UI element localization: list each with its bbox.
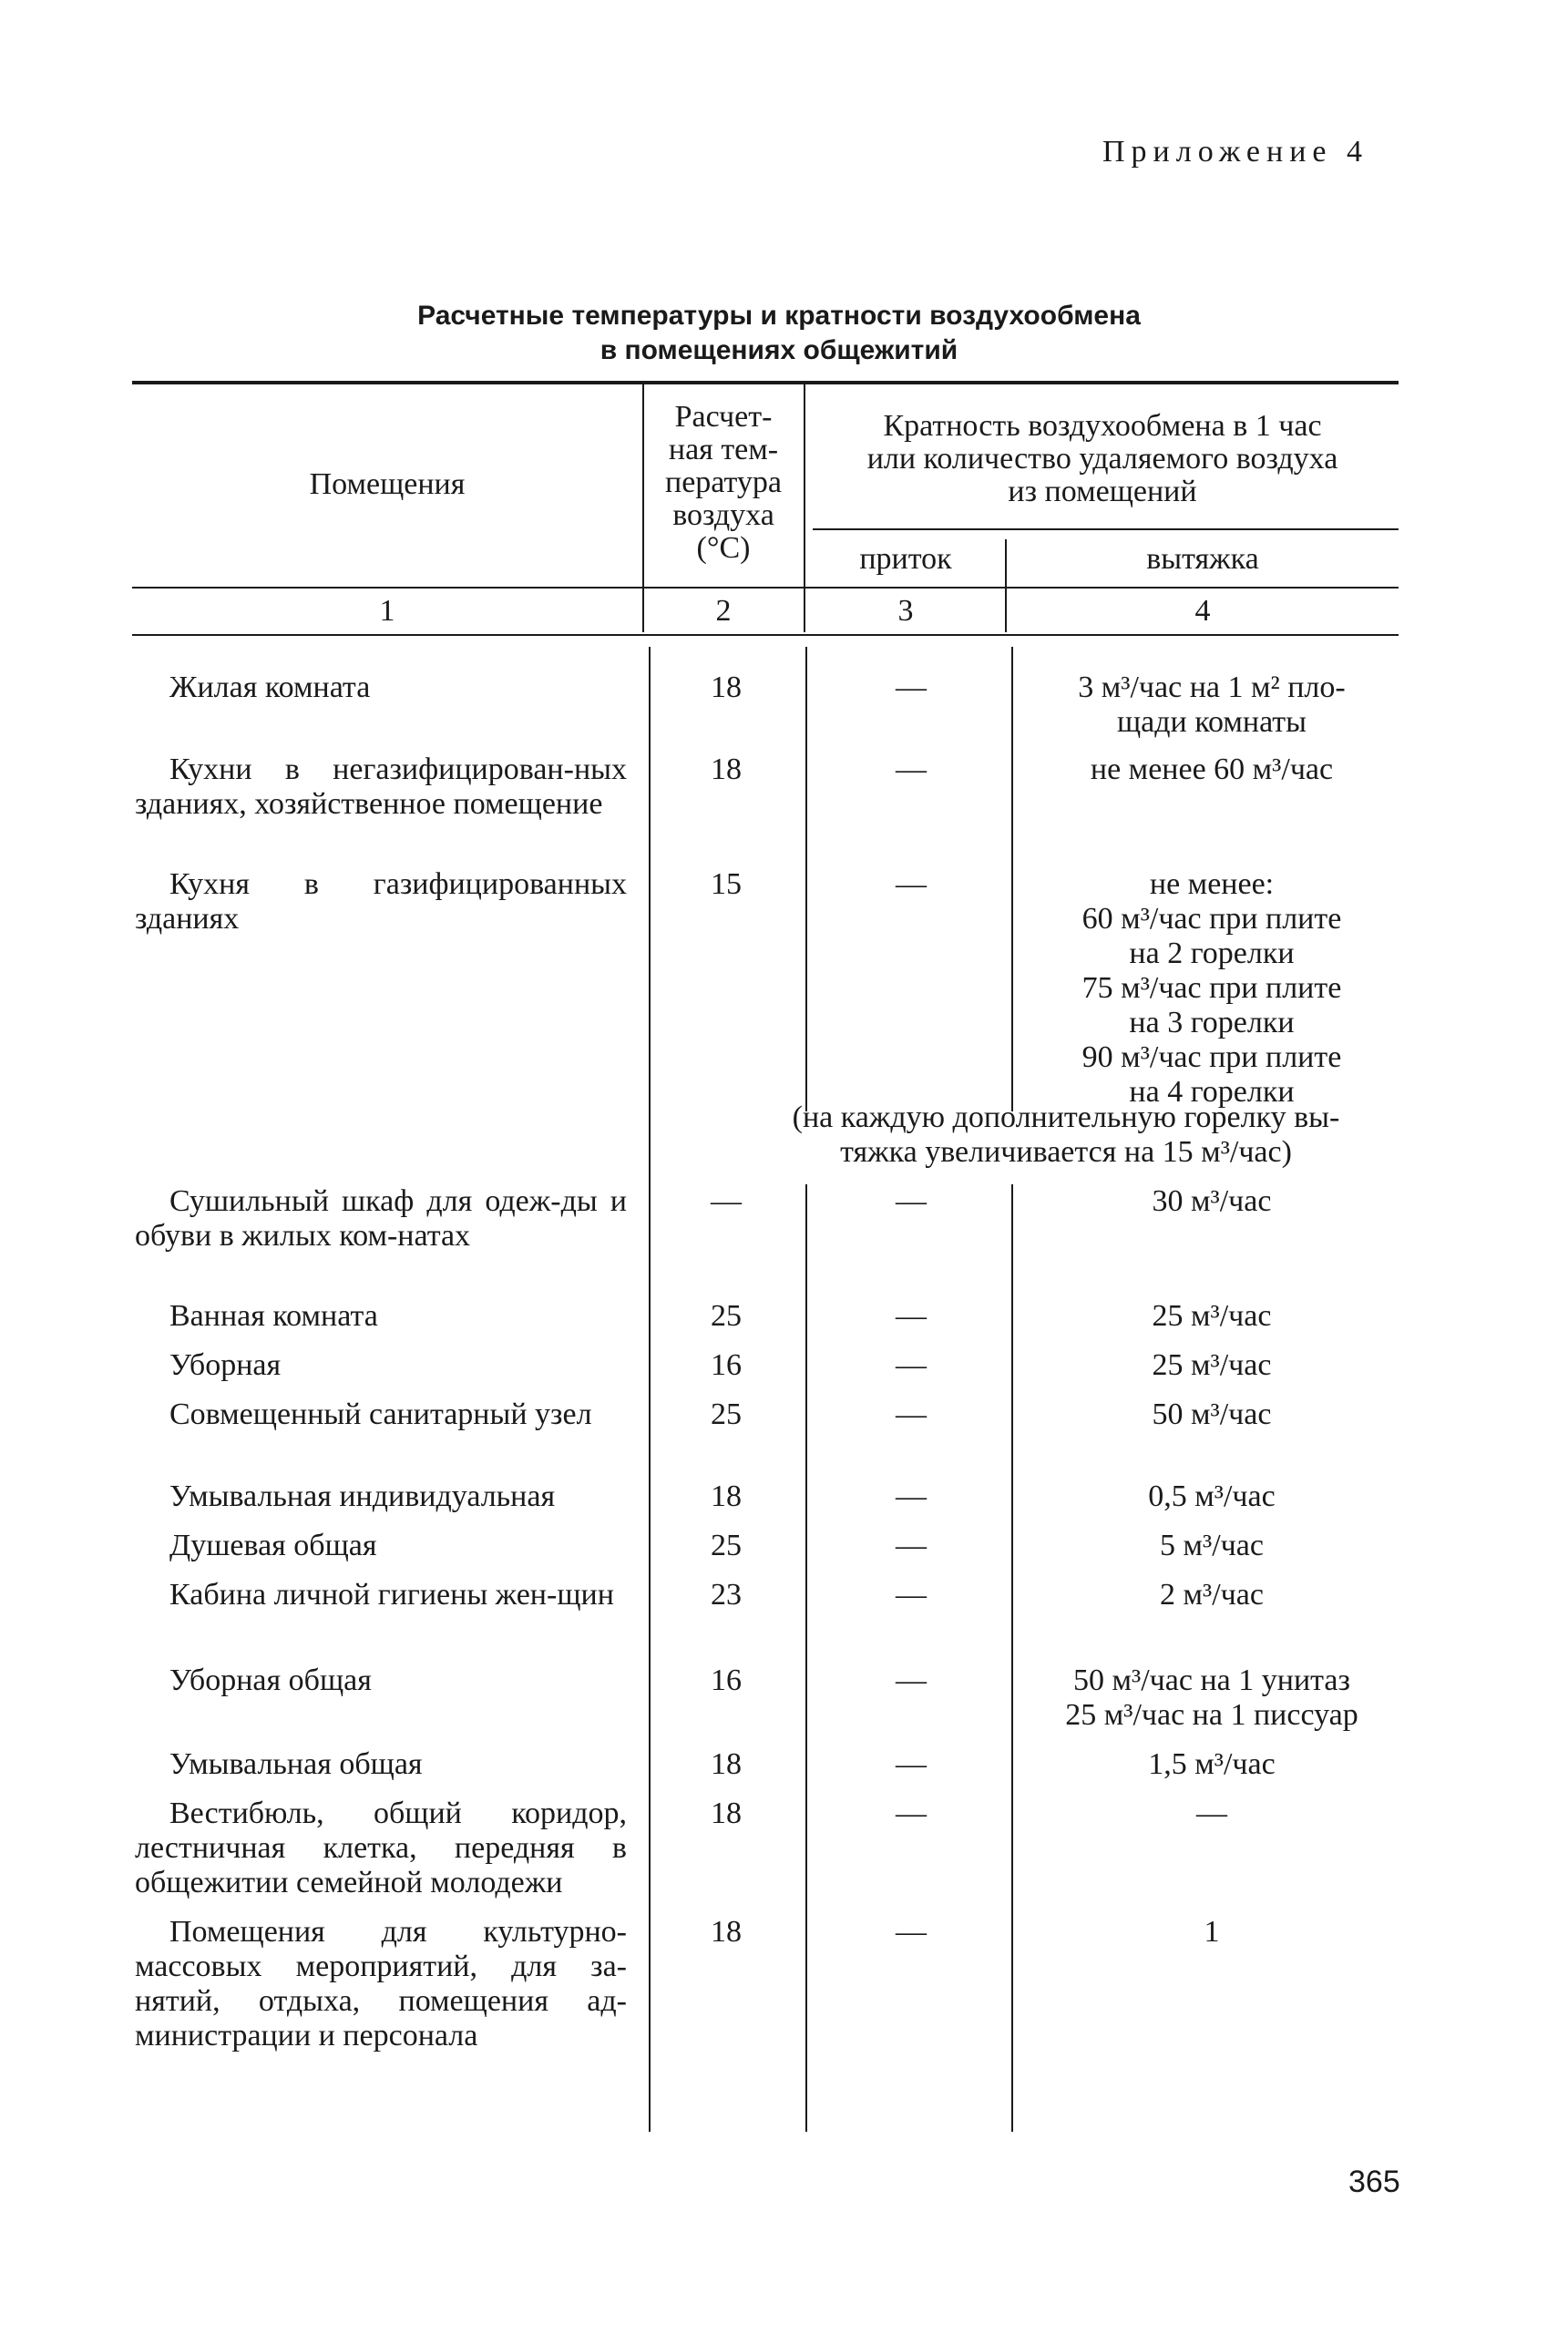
col-header-exhaust: вытяжка bbox=[1146, 542, 1259, 576]
table-row-inflow: — bbox=[896, 1397, 927, 1431]
table-row-room: Вестибюль, общий коридор, лестничная клетка, передняя в общежитии семейной молодежи bbox=[135, 1797, 627, 1899]
table-row-inflow: — bbox=[896, 752, 927, 786]
col-header-inflow: приток bbox=[859, 542, 952, 576]
table-row-temp: 25 bbox=[711, 1299, 742, 1333]
table-row-temp: 16 bbox=[711, 1348, 742, 1382]
table-row-temp: 23 bbox=[711, 1578, 742, 1612]
col-number-3: 3 bbox=[897, 594, 914, 628]
col-header-rooms: Помещения bbox=[309, 467, 466, 501]
table-row-inflow: — bbox=[896, 1663, 927, 1697]
table-row-inflow: — bbox=[896, 1747, 927, 1781]
table-row-exhaust: не менее: 60 м³/час при плите на 2 горелки 75 м³/час при плите на 3 горелки 90 м³/час при плите на 4 горелки bbox=[1081, 867, 1342, 1109]
table-row-exhaust: 50 м³/час bbox=[1152, 1397, 1272, 1431]
table-row-temp: 18 bbox=[711, 671, 742, 704]
table-row-exhaust: 0,5 м³/час bbox=[1148, 1479, 1276, 1513]
header-bottom-rule bbox=[132, 587, 1399, 589]
body-divider-2b bbox=[805, 1184, 807, 2132]
table-row-inflow: — bbox=[896, 1797, 927, 1830]
table-row-temp: 18 bbox=[711, 1797, 742, 1830]
table-row-exhaust: 25 м³/час bbox=[1152, 1299, 1272, 1333]
table-row-room: Кухня в газифицированных зданиях bbox=[135, 867, 627, 936]
table-title bbox=[273, 299, 1285, 368]
table-row-room: Ванная комната bbox=[169, 1299, 378, 1333]
table-row-inflow: — bbox=[896, 1529, 927, 1562]
col-header-temperature: Расчет- ная тем- пература воздуха (°C) bbox=[665, 400, 782, 565]
table-row-exhaust: 5 м³/час bbox=[1160, 1529, 1264, 1562]
table-row-inflow: — bbox=[896, 867, 927, 901]
table-row-temp: 18 bbox=[711, 1479, 742, 1513]
col-number-1: 1 bbox=[379, 594, 395, 628]
table-row-room: Совмещенный санитарный узел bbox=[169, 1397, 592, 1431]
table-row-room: Кабина личной гигиены жен-щин bbox=[169, 1578, 614, 1612]
table-row-temp: 18 bbox=[711, 1915, 742, 1949]
header-inner-rule bbox=[813, 528, 1399, 530]
table-row-inflow: — bbox=[896, 671, 927, 704]
table-row-exhaust: 2 м³/час bbox=[1160, 1578, 1264, 1612]
header-divider-2 bbox=[804, 384, 805, 587]
col-number-2: 2 bbox=[715, 594, 732, 628]
table-row-room: Душевая общая bbox=[169, 1529, 377, 1562]
col-header-exchange: Кратность воздухообмена в 1 час или количество удаляемого воздуха из помещений bbox=[866, 409, 1338, 508]
table-row-inflow: — bbox=[896, 1299, 927, 1333]
table-row-inflow: — bbox=[896, 1578, 927, 1612]
table-row-room: Сушильный шкаф для одеж-ды и обуви в жилых ком-натах bbox=[135, 1184, 627, 1253]
table-row-inflow: — bbox=[896, 1915, 927, 1949]
table-row-temp: 18 bbox=[711, 752, 742, 786]
table-row-exhaust: 1,5 м³/час bbox=[1148, 1747, 1276, 1781]
table-row-exhaust: 1 bbox=[1204, 1915, 1220, 1949]
table-row-inflow: — bbox=[896, 1479, 927, 1513]
table-row-exhaust: 25 м³/час bbox=[1152, 1348, 1272, 1382]
table-row-exhaust: не менее 60 м³/час bbox=[1090, 752, 1334, 786]
page-number: 365 bbox=[1348, 2165, 1400, 2199]
table-row-temp: — bbox=[711, 1184, 742, 1218]
table-row-exhaust: 3 м³/час на 1 м² пло- щади комнаты bbox=[1078, 671, 1346, 739]
table-row-exhaust: 30 м³/час bbox=[1152, 1184, 1272, 1218]
table-row-room: Уборная общая bbox=[169, 1663, 372, 1697]
title-line-2: в помещениях общежитий bbox=[600, 335, 958, 365]
table-row-inflow: — bbox=[896, 1348, 927, 1382]
title-line-1: Расчетные температуры и кратности воздухообмена bbox=[417, 301, 1141, 331]
table-row-room: Кухни в негазифицирован-ных зданиях, хозяйственное помещение bbox=[135, 752, 627, 821]
column-numbers-rule bbox=[132, 634, 1399, 636]
col-number-4: 4 bbox=[1194, 594, 1211, 628]
body-divider-2a bbox=[805, 647, 807, 1111]
kitchen-note: (на каждую дополнительную горелку вы- тяжка увеличивается на 15 м³/час) bbox=[792, 1100, 1340, 1169]
appendix-label: Приложение 4 bbox=[1102, 135, 1368, 169]
table-row-room: Жилая комната bbox=[169, 671, 371, 704]
table-row-exhaust: 50 м³/час на 1 унитаз 25 м³/час на 1 писсуар bbox=[1065, 1663, 1358, 1732]
table-row-exhaust: — bbox=[1196, 1797, 1227, 1830]
number-divider-2 bbox=[804, 589, 805, 632]
table-row-temp: 18 bbox=[711, 1747, 742, 1781]
table-row-room: Помещения для культурно-массовых мероприятий, для за-нятий, отдыха, помещения ад-министрации и персонала bbox=[135, 1915, 627, 2052]
table-row-temp: 16 bbox=[711, 1663, 742, 1697]
table-row-temp: 25 bbox=[711, 1529, 742, 1562]
table-row-temp: 15 bbox=[711, 867, 742, 901]
table-row-room: Умывальная общая bbox=[169, 1747, 423, 1781]
table-row-temp: 25 bbox=[711, 1397, 742, 1431]
table-top-rule bbox=[132, 381, 1399, 384]
table-row-room: Уборная bbox=[169, 1348, 282, 1382]
table-row-inflow: — bbox=[896, 1184, 927, 1218]
table-row-room: Умывальная индивидуальная bbox=[169, 1479, 556, 1513]
